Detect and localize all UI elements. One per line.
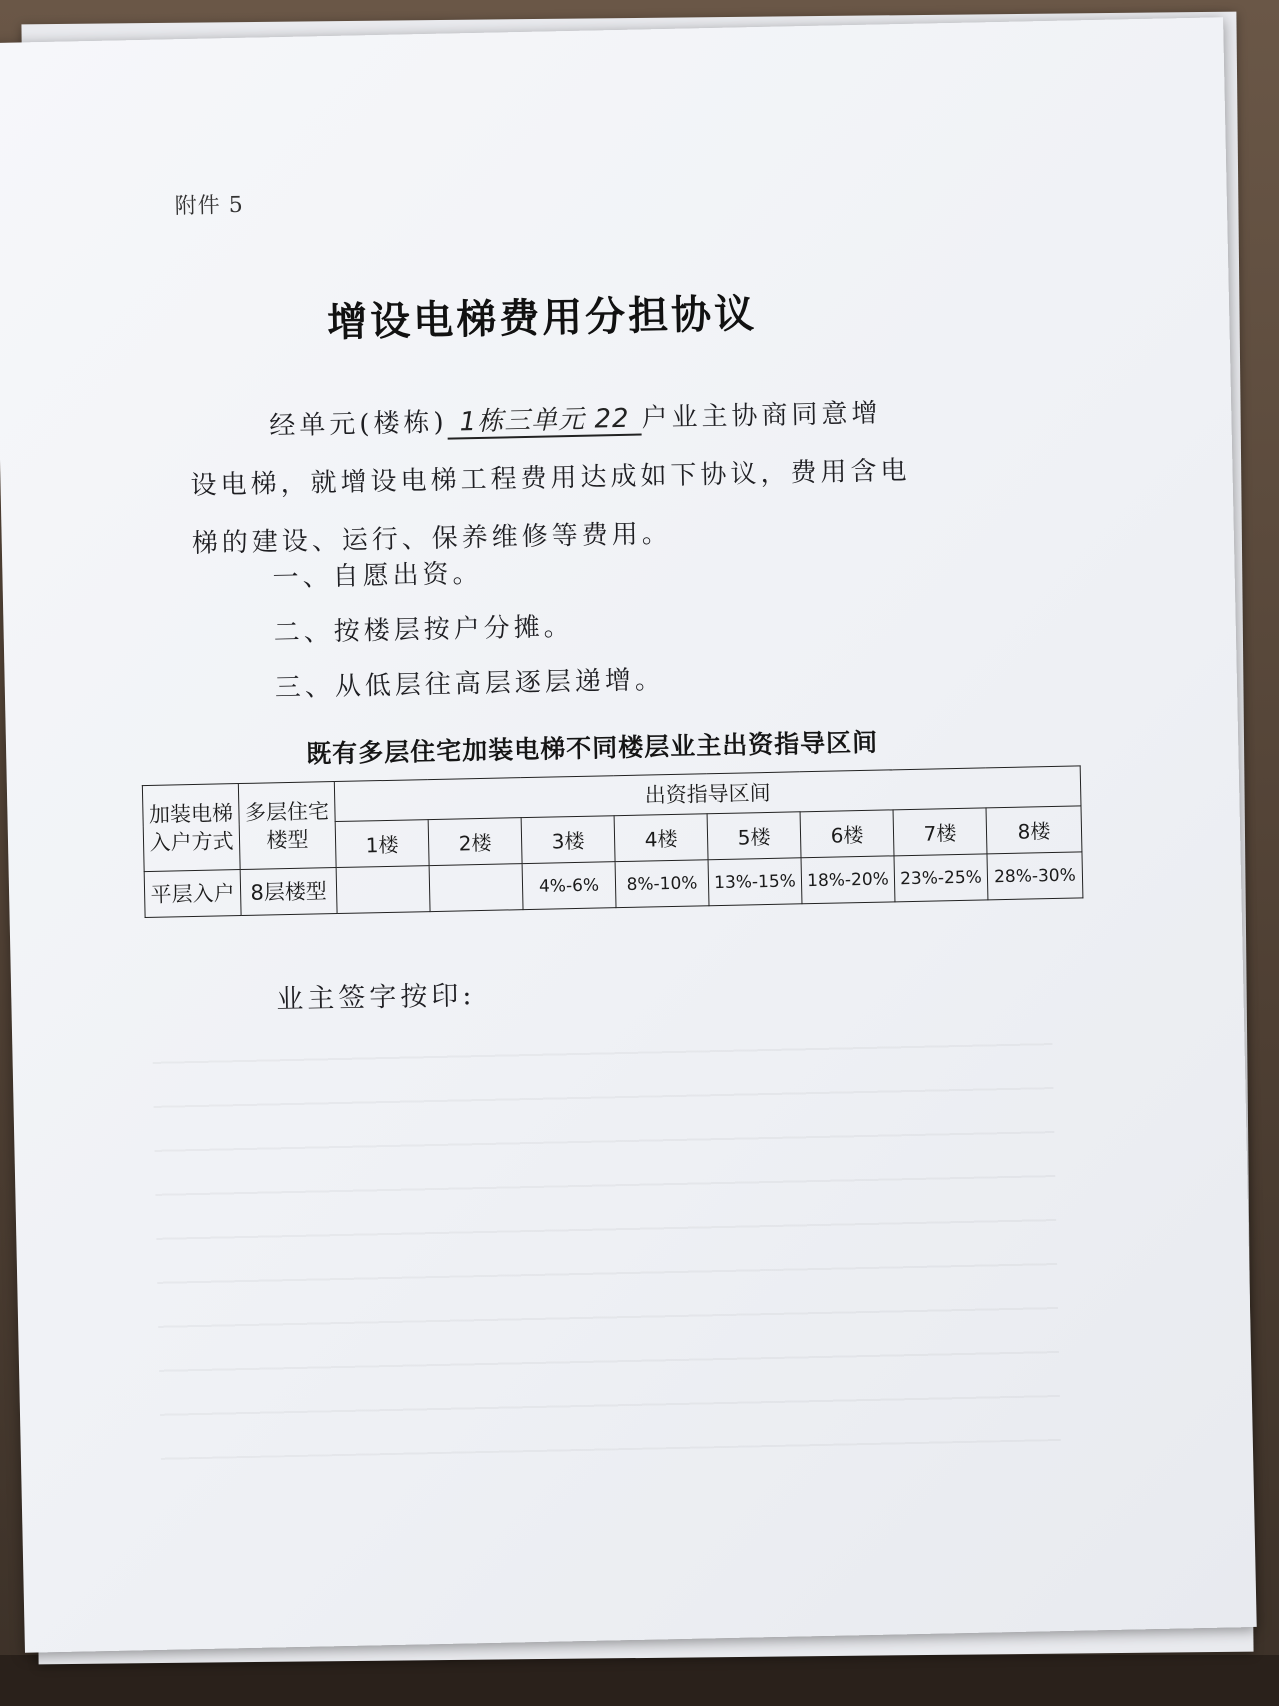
range-cell: 8%-10% <box>615 860 709 908</box>
intro-paragraph <box>189 384 912 573</box>
floor-header: 1楼 <box>335 820 429 868</box>
floor-header: 5楼 <box>707 812 801 860</box>
range-cell: 4%-6% <box>522 862 616 910</box>
intro-prefix: 经单元(楼栋) <box>269 407 448 442</box>
clause-1: 一、自愿出资。 <box>272 558 483 594</box>
clause-2: 二、按楼层按户分摊。 <box>273 612 574 649</box>
floor-header: 8楼 <box>986 806 1082 854</box>
range-cell: 23%-25% <box>894 854 988 902</box>
row-entry-method: 平层入户 <box>144 870 241 918</box>
floor-header: 6楼 <box>800 810 894 858</box>
range-cell: 28%-30% <box>987 852 1083 900</box>
table-title: 既有多层住宅加装电梯不同楼层业主出资指导区间 <box>305 727 879 769</box>
range-cell: 18%-20% <box>801 856 895 904</box>
floor-header: 7楼 <box>893 808 987 856</box>
header-building-type: 多层住宅楼型 <box>238 782 336 870</box>
range-cell <box>429 864 523 912</box>
document-title: 增设电梯费用分担协议 <box>326 290 758 347</box>
clause-3: 三、从低层往高层逐层递增。 <box>274 665 666 704</box>
show-through-marks <box>152 1021 1061 1460</box>
floor-header: 2楼 <box>428 818 522 866</box>
owner-signature-label: 业主签字按印: <box>276 980 476 1016</box>
range-cell <box>336 866 430 914</box>
row-building-type: 8层楼型 <box>240 868 337 916</box>
header-entry-method: 加装电梯入户方式 <box>142 784 240 872</box>
agreement-page <box>0 17 1257 1652</box>
range-cell: 13%-15% <box>708 858 802 906</box>
floor-header: 3楼 <box>521 816 615 864</box>
floor-header: 4楼 <box>614 814 708 862</box>
handwritten-unit-fill: 1栋三单元 22 <box>447 404 642 440</box>
attachment-label: 附件 5 <box>174 192 244 220</box>
header-contribution-range: 出资指导区间 <box>334 766 1081 822</box>
contribution-guide-table <box>142 765 1084 918</box>
intro-suffix: 户业主协商同意增设电梯，就增设电梯工程费用达成如下协议，费用含电梯的建设、运行、保养维修等费用。 <box>190 398 911 559</box>
